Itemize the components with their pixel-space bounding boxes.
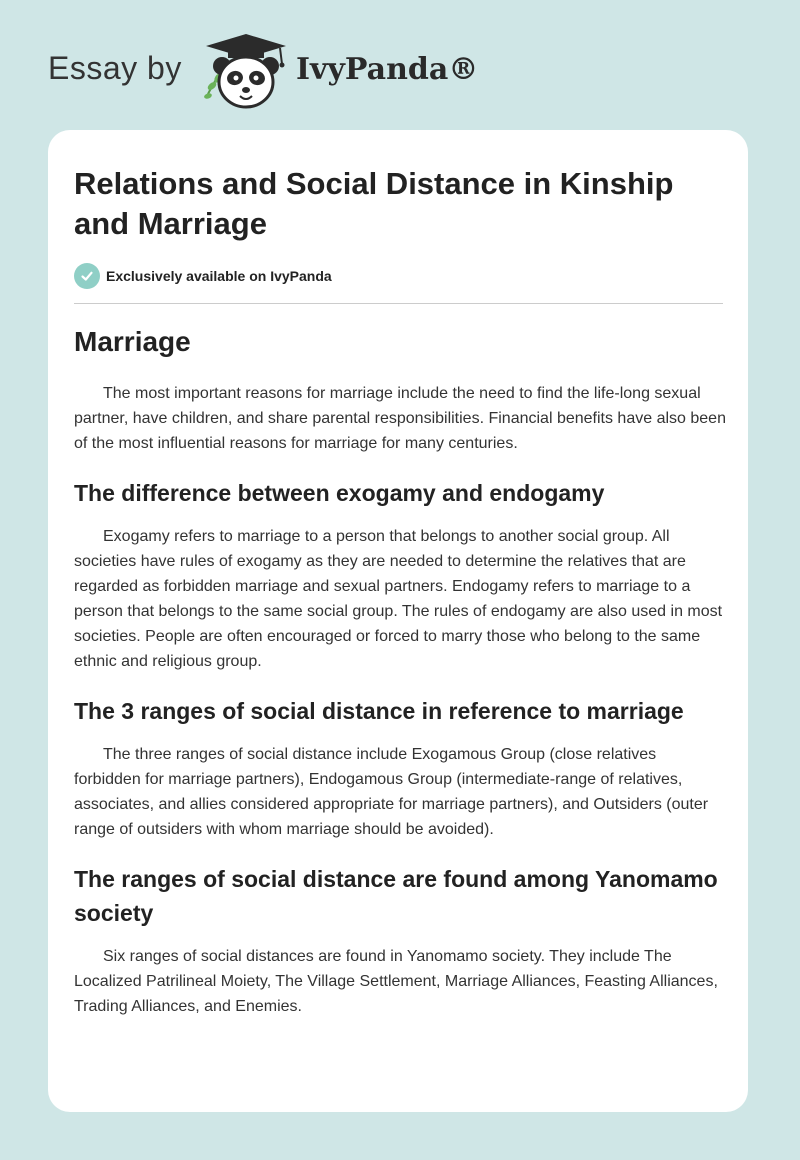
- exclusive-badge-label: Exclusively available on IvyPanda: [106, 268, 332, 284]
- check-circle-icon: [74, 263, 100, 289]
- divider: [74, 303, 723, 304]
- section-heading-three-ranges: The 3 ranges of social distance in reference to marriage: [74, 698, 684, 724]
- article-card: [48, 130, 748, 1112]
- section-heading-yanomamo: The ranges of social distance are found among Yanomamo society: [74, 866, 718, 926]
- article-body: [74, 324, 726, 1039]
- brand-header: [48, 28, 508, 112]
- exclusive-badge: [74, 263, 332, 289]
- essay-by-label: Essay by: [48, 50, 182, 86]
- section-paragraph-marriage: The most important reasons for marriage include the need to find the life-long sexual partner, have children, and share parental responsibilities. Financial benefits have also been of the most influential reasons for marriage for many centuries.: [74, 385, 726, 452]
- section-paragraph-three-ranges: The three ranges of social distance include Exogamous Group (close relatives forbidden for marriage partners), Endogamous Group (intermediate-range of relatives, associates, and allies considered appropriate for marriage partners), and Outsiders (outer range of outsiders with whom marriage should be avoided).: [74, 746, 709, 838]
- panda-graduate-logo-icon: [198, 32, 294, 112]
- section-heading-exogamy-endogamy: The difference between exogamy and endogamy: [74, 480, 605, 506]
- brand-name: IvyPanda®: [296, 52, 479, 87]
- section-paragraph-exogamy-endogamy: Exogamy refers to marriage to a person that belongs to another social group. All societies have rules of exogamy as they are needed to determine the relatives that are regarded as forbidden marriage and sexual partners. Endogamy refers to marriage to a person that belongs to the same social group. The rules of endogamy are also used in most societies. People are often encouraged or forced to marry those who belong to the same ethnic and religious group.: [74, 528, 723, 670]
- section-heading-marriage: Marriage: [74, 326, 191, 357]
- article-title: Relations and Social Distance in Kinship and Marriage: [74, 166, 674, 241]
- section-paragraph-yanomamo: Six ranges of social distances are found in Yanomamo society. They include The Localized Patrilineal Moiety, The Village Settlement, Marriage Alliances, Feasting Alliances, Trading Alliances, and Enemies.: [74, 948, 718, 1015]
